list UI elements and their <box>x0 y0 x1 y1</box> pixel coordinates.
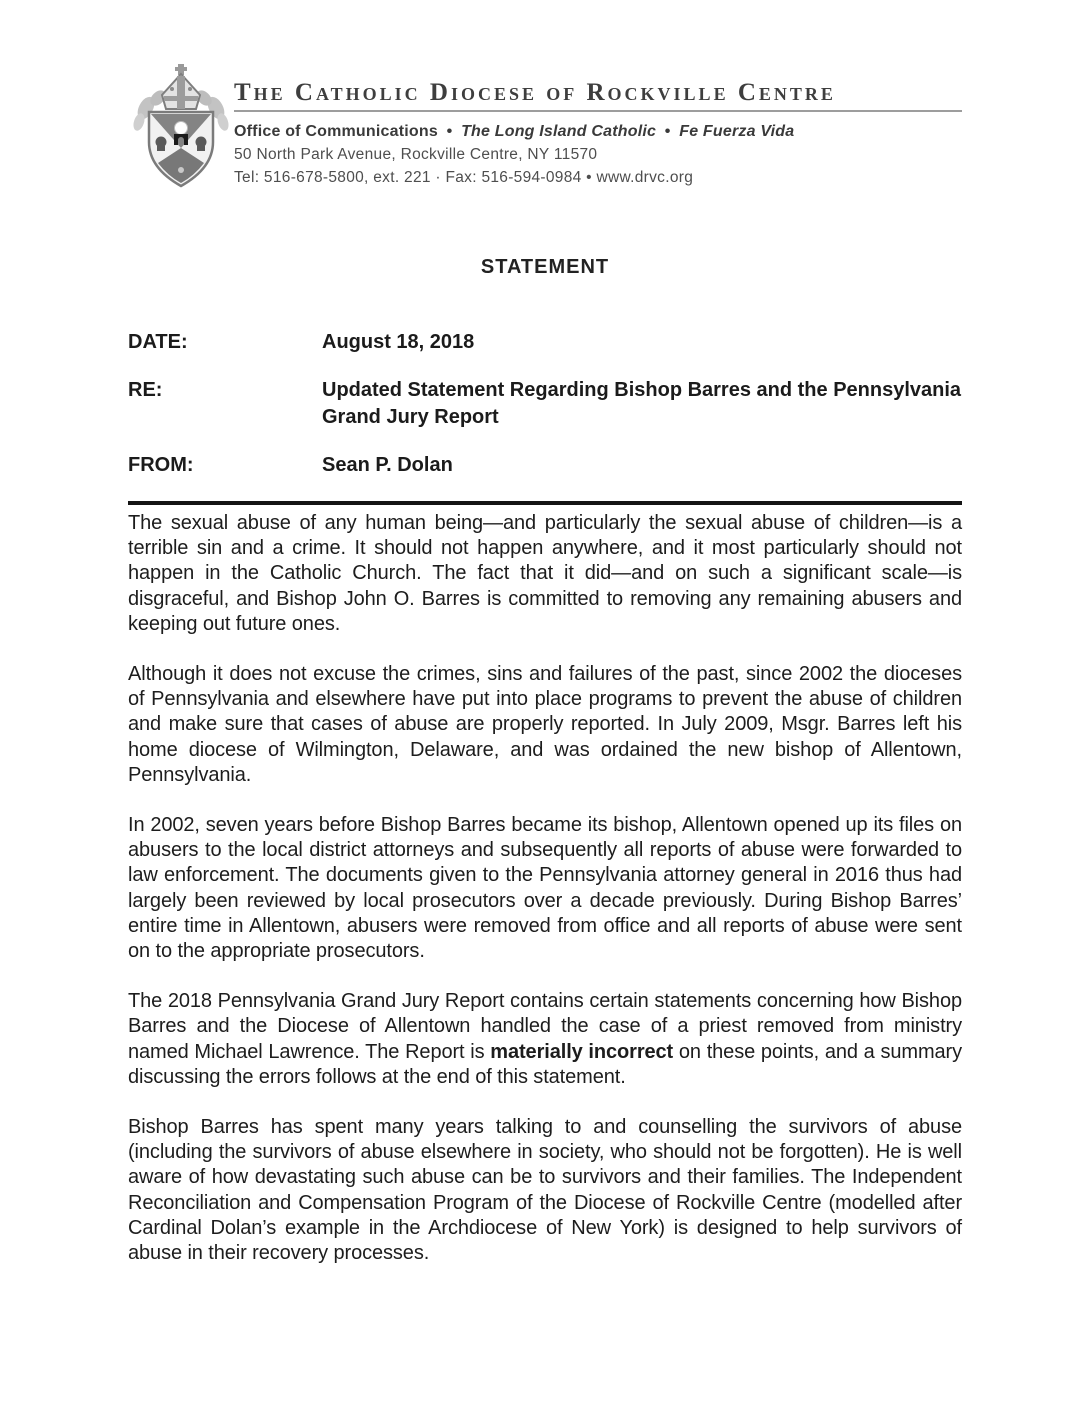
letterhead-address: 50 North Park Avenue, Rockville Centre, NY 11570 <box>234 146 598 163</box>
date-value: August 18, 2018 <box>322 331 475 353</box>
letterhead-office-line <box>234 123 962 141</box>
letterhead-text-block <box>234 62 962 187</box>
from-value: Sean P. Dolan <box>322 454 453 476</box>
body-paragraph-2: Although it does not excuse the crimes, sins and failures of the past, since 2002 the dioceses of Pennsylvania and elsewhere have put into place programs to prevent the abuse of children and make sure that cases of abuse are properly reported. In July 2009, Msgr. Barres left his home diocese of Wilmington, Delaware, and was ordained the new bishop of Allentown, Pennsylvania. <box>128 663 962 786</box>
bullet-separator: • <box>664 123 671 140</box>
paragraph-4-text-after: on these points, and a summary discussing the errors follows at the end of this statement. <box>128 1040 962 1088</box>
divider-rule <box>128 501 962 505</box>
body-paragraph-4 <box>128 989 962 1090</box>
re-label: RE: <box>128 379 163 401</box>
letterhead-contact-line: Tel: 516-678-5800, ext. 221 · Fax: 516-594-0984 • www.drvc.org <box>234 169 694 186</box>
date-label: DATE: <box>128 331 188 353</box>
re-value: Updated Statement Regarding Bishop Barres and the Pennsylvania Grand Jury Report <box>322 379 962 428</box>
body-paragraph-1: The sexual abuse of any human being—and particularly the sexual abuse of children—is a terrible sin and a crime. It should not happen anywhere, and it most particularly should not happen in the Catholic Church. The fact that it did—and on such a significant scale—is disgraceful, and Bishop John O. Barres is committed to removing any remaining abusers and keeping out future ones. <box>128 512 962 635</box>
office-name: Office of Communications <box>234 123 438 140</box>
statement-body <box>128 511 962 1266</box>
publication-name-1: The Long Island Catholic <box>461 123 657 140</box>
memo-field-from <box>128 452 962 479</box>
body-paragraph-5: Bishop Barres has spent many years talking to and counselling the survivors of abuse (including the survivors of abuse elsewhere in society, who should not be forgotten). He is well aware of how devastating such abuse can be to survivors and their families. The Independent Reconciliation and Compensation Program of the Diocese of Rockville Centre (modelled after Cardinal Dolan’s example in the Archdiocese of New York) is designed to help survivors of abuse in their recovery processes. <box>128 1116 962 1265</box>
memo-field-date <box>128 329 962 356</box>
letterhead <box>128 62 962 194</box>
memo-field-re <box>128 377 962 431</box>
from-label: FROM: <box>128 454 194 476</box>
bullet-separator: • <box>446 123 453 140</box>
diocese-coat-of-arms-logo <box>128 62 234 194</box>
paragraph-4-bold-phrase: materially incorrect <box>490 1040 674 1063</box>
paragraph-4-text-before: The 2018 Pennsylvania Grand Jury Report contains certain statements concerning how Bishop Barres and the Diocese of Allentown handled the case of a priest removed from ministry named Michael Lawrence. The Report is <box>128 990 962 1063</box>
publication-name-2: Fe Fuerza Vida <box>679 123 795 140</box>
body-paragraph-3: In 2002, seven years before Bishop Barres became its bishop, Allentown opened up its files on abusers to the local district attorneys and subsequently all reports of abuse were forwarded to law enforcement. The documents given to the Pennsylvania attorney general in 2016 thus had largely been reviewed by local prosecutors over a decade previously. During Bishop Barres’ entire time in Allentown, abusers were removed from office and all reports of abuse were sent on to the appropriate prosecutors. <box>128 814 962 963</box>
coat-of-arms-icon <box>128 62 234 194</box>
organization-name: The Catholic Diocese of Rockville Centre <box>234 80 962 112</box>
statement-title: STATEMENT <box>480 256 610 278</box>
memo-header <box>128 329 962 479</box>
